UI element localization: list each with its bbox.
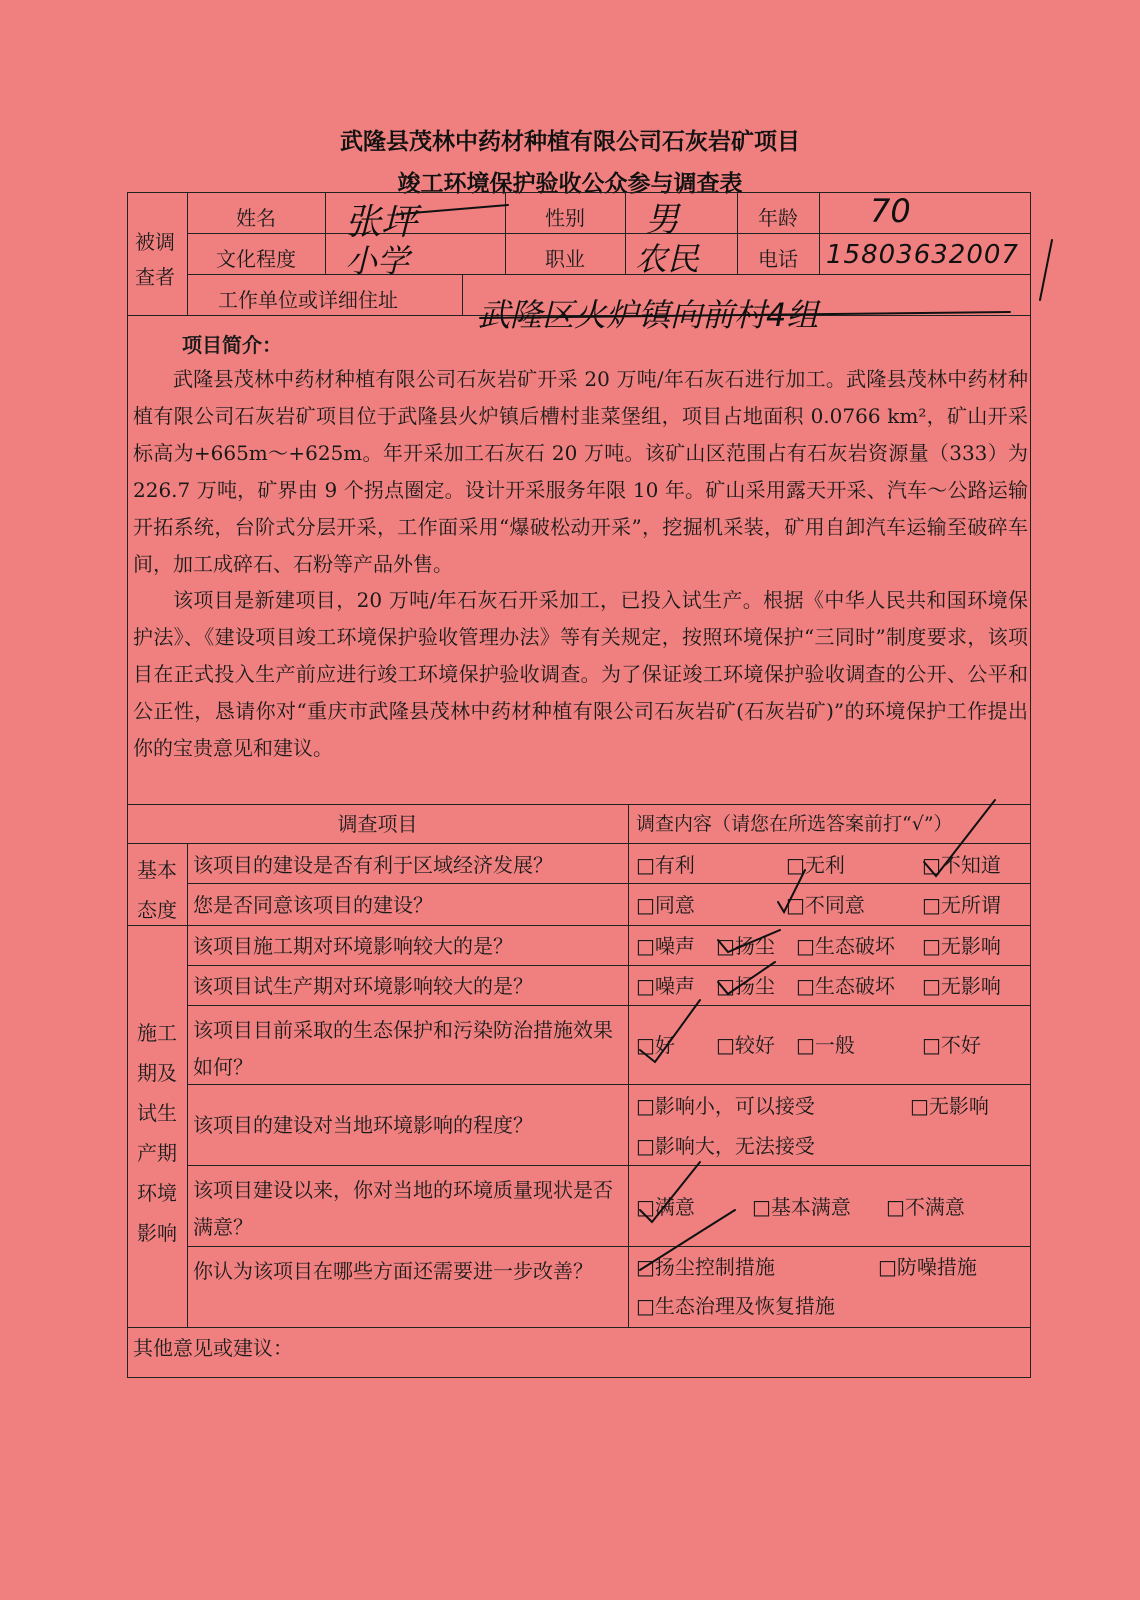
survey-content-header: 调查内容（请您在所选答案前打“√”） <box>636 813 953 835</box>
education-label: 文化程度 <box>216 247 296 271</box>
name-label: 姓名 <box>236 206 276 230</box>
option-q8-dust-control[interactable]: □扬尘控制措施 <box>636 1255 775 1279</box>
check-mark-q4 <box>718 962 775 994</box>
group-environment-impact: 施工期及试生产期环境影响 <box>137 1021 177 1245</box>
address-strike-stroke <box>480 312 1010 318</box>
question-improvement: 你认为该项目在哪些方面还需要进一步改善？ <box>193 1259 593 1283</box>
question-trial-impact: 该项目试生产期对环境影响较大的是？ <box>193 974 533 998</box>
intro-paragraph-2: 该项目是新建项目，20 万吨/年石灰石开采加工，已投入试生产。根据《中华人民共和国环境保护法》、《建设项目竣工环境保护验收管理办法》等有关规定，按照环境保护“三同时”制度要求，该项目在正式投入生产前应进行竣工环境保护验收调查。为了保证竣工环境保护验收调查的公开、公平和公正性，恳请你对“重庆市武隆县茂林中药材种植有限公司石灰岩矿(石灰岩矿)”的环境保护工作提出你的宝贵意见和建议。 <box>133 588 1028 760</box>
question-satisfaction: 该项目建设以来，你对当地的环境质量现状是否满意？ <box>193 1178 613 1239</box>
check-mark-q5 <box>640 1000 700 1062</box>
option-q8-noise-control[interactable]: □防噪措施 <box>878 1255 977 1279</box>
respondent-label-2: 查者 <box>135 265 175 289</box>
option-q6-no-impact[interactable]: □无影响 <box>910 1094 989 1118</box>
option-q5-average[interactable]: □一般 <box>796 1033 855 1057</box>
address-label: 工作单位或详细住址 <box>218 288 398 312</box>
age-label: 年龄 <box>758 206 798 230</box>
option-q7-unsatisfied[interactable]: □不满意 <box>886 1195 965 1219</box>
name-underline-stroke <box>400 205 508 214</box>
address-value: 武隆区火炉镇向前村4组 <box>478 296 819 334</box>
option-q2-disagree[interactable]: □不同意 <box>786 893 865 917</box>
option-q7-basically-satisfied[interactable]: □基本满意 <box>752 1195 851 1219</box>
option-q7-satisfied[interactable]: □满意 <box>636 1195 695 1219</box>
option-q3-dust[interactable]: □扬尘 <box>716 934 775 958</box>
intro-paragraph-1: 武隆县茂林中药材种植有限公司石灰岩矿开采 20 万吨/年石灰石进行加工。武隆县茂林中药材种植有限公司石灰岩矿项目位于武隆县火炉镇后槽村韭菜堡组，项目占地面积 0.0766 km²，矿山开采标高为+665m～+625m。年开采加工石灰石 20 万吨。该矿山区范围占有石灰岩资源量（333）为 226.7 万吨，矿界由 9 个拐点圈定。设计开采服务年限 10 年。矿山采用露天开采、汽车～公路运输开拓系统，台阶式分层开采，工作面采用“爆破松动开采”，挖掘机采装，矿用自卸汽车运输至破碎车间，加工成碎石、石粉等产品外售。 <box>133 367 1028 576</box>
occupation-value: 农民 <box>635 240 700 278</box>
question-measures: 该项目目前采取的生态保护和污染防治措施效果如何？ <box>193 1018 613 1079</box>
option-q6-small-impact[interactable]: □影响小，可以接受 <box>636 1094 815 1118</box>
option-q4-no-impact[interactable]: □无影响 <box>922 974 1001 998</box>
phone-value: 15803632007 <box>826 240 1019 270</box>
check-mark-q1 <box>924 800 995 876</box>
intro-heading: 项目简介： <box>182 333 282 357</box>
page-subtitle: 竣工环境保护验收公众参与调查表 <box>397 171 743 197</box>
option-q5-fairly-good[interactable]: □较好 <box>716 1033 775 1057</box>
gender-label: 性别 <box>545 206 585 230</box>
option-q1-not-beneficial[interactable]: □无利 <box>786 853 845 877</box>
check-mark-q3 <box>718 930 780 952</box>
option-q1-dont-know[interactable]: □不知道 <box>922 853 1001 877</box>
phone-trailing-stroke <box>1040 240 1052 300</box>
check-mark-q2 <box>778 870 805 912</box>
option-q5-bad[interactable]: □不好 <box>922 1033 981 1057</box>
option-q6-large-impact[interactable]: □影响大，无法接受 <box>636 1134 815 1158</box>
option-q3-no-impact[interactable]: □无影响 <box>922 934 1001 958</box>
phone-label: 电话 <box>758 247 798 271</box>
option-q4-eco-damage[interactable]: □生态破坏 <box>796 974 895 998</box>
option-q4-noise[interactable]: □噪声 <box>636 974 695 998</box>
check-mark-q7 <box>640 1162 700 1222</box>
question-economic: 该项目的建设是否有利于区域经济发展？ <box>193 853 553 877</box>
page-title: 武隆县茂林中药材种植有限公司石灰岩矿项目 <box>340 129 800 155</box>
option-q5-good[interactable]: □好 <box>636 1033 675 1057</box>
gender-value: 男 <box>645 200 679 240</box>
name-value: 张坪 <box>345 202 418 243</box>
age-value: 70 <box>870 192 911 230</box>
option-q1-beneficial[interactable]: □有利 <box>636 853 695 877</box>
survey-item-header: 调查项目 <box>337 812 418 836</box>
group-basic-attitude: 基本态度 <box>137 858 177 922</box>
option-q4-dust[interactable]: □扬尘 <box>716 974 775 998</box>
other-comments-label: 其他意见或建议： <box>133 1336 293 1360</box>
question-construction-impact: 该项目施工期对环境影响较大的是？ <box>193 934 513 958</box>
option-q2-indifferent[interactable]: □无所谓 <box>922 893 1001 917</box>
education-value: 小学 <box>345 242 410 280</box>
option-q2-agree[interactable]: □同意 <box>636 893 695 917</box>
question-degree: 该项目的建设对当地环境影响的程度？ <box>193 1113 533 1137</box>
respondent-label-1: 被调 <box>135 230 175 254</box>
occupation-label: 职业 <box>545 247 585 271</box>
option-q8-eco-restoration[interactable]: □生态治理及恢复措施 <box>636 1294 835 1318</box>
question-agree: 您是否同意该项目的建设？ <box>193 893 433 917</box>
option-q3-eco-damage[interactable]: □生态破坏 <box>796 934 895 958</box>
option-q3-noise[interactable]: □噪声 <box>636 934 695 958</box>
